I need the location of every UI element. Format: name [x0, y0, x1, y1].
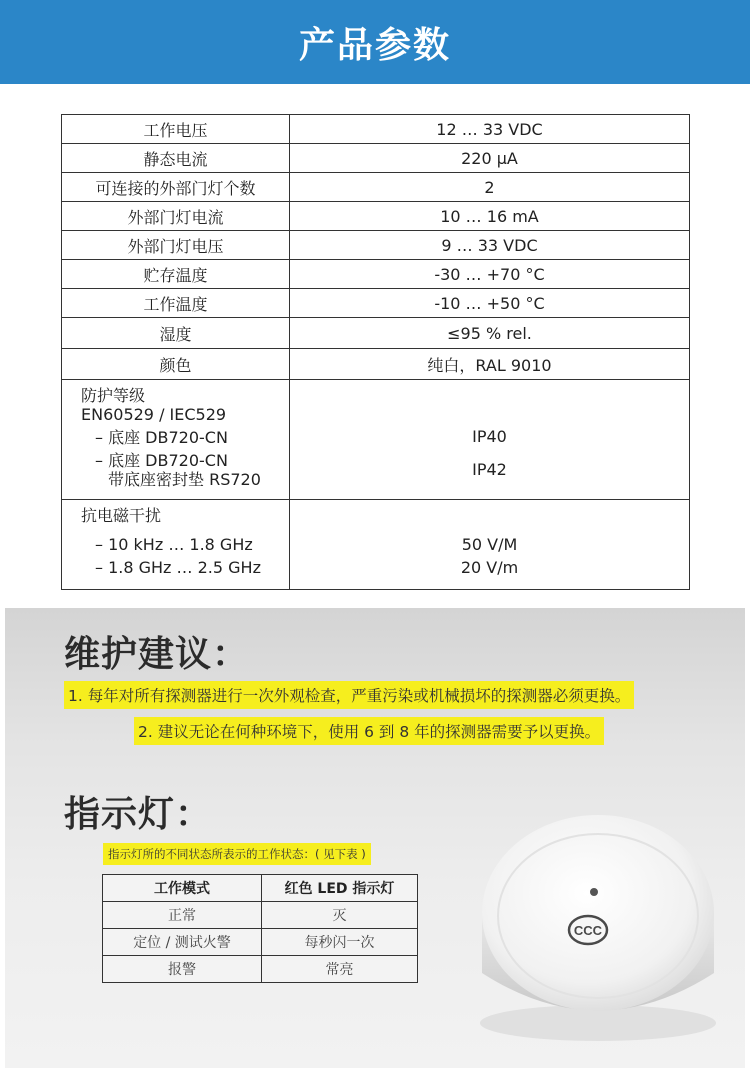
- spec-row: [62, 173, 690, 202]
- protection-standard: EN60529 / IEC529: [81, 405, 227, 424]
- table-row: [103, 929, 418, 956]
- spec-value: 9 … 33 VDC: [290, 231, 690, 260]
- page-title: 产品参数: [298, 24, 451, 66]
- spec-row: [62, 144, 690, 173]
- protection-key: [62, 380, 290, 500]
- spec-key: 贮存温度: [62, 260, 290, 289]
- led-state: 每秒闪一次: [262, 929, 418, 956]
- spec-value: 10 … 16 mA: [290, 202, 690, 231]
- table-row: [103, 956, 418, 983]
- spec-row: [62, 202, 690, 231]
- spec-row-emc: [62, 500, 690, 590]
- spec-key: 湿度: [62, 318, 290, 349]
- protection-base2: – 底座 DB720-CN: [95, 451, 228, 470]
- spec-key: 工作温度: [62, 289, 290, 318]
- ccc-mark-icon: [569, 916, 607, 944]
- spec-value: 2: [290, 173, 690, 202]
- spec-table: [61, 114, 690, 590]
- spec-value: -30 … +70 °C: [290, 260, 690, 289]
- indicator-title: 指示灯：: [64, 794, 213, 835]
- emc-title: 抗电磁干扰: [81, 506, 162, 525]
- emc-range2: – 1.8 GHz … 2.5 GHz: [95, 558, 261, 577]
- led-state: 常亮: [262, 956, 418, 983]
- header-banner: [0, 0, 750, 84]
- led-header-mode: 工作模式: [103, 875, 262, 902]
- spec-row: [62, 318, 690, 349]
- spec-row: [62, 289, 690, 318]
- spec-value: 12 … 33 VDC: [290, 115, 690, 144]
- led-mode: 报警: [103, 956, 262, 983]
- spec-row: [62, 349, 690, 380]
- emc-range1: – 10 kHz … 1.8 GHz: [95, 535, 253, 554]
- spec-value: 220 μA: [290, 144, 690, 173]
- spec-key: 工作电压: [62, 115, 290, 144]
- spec-value: 纯白，RAL 9010: [290, 349, 690, 380]
- protection-title: 防护等级: [81, 386, 146, 405]
- maintenance-title: 维护建议：: [64, 634, 250, 675]
- spec-key: 可连接的外部门灯个数: [62, 173, 290, 202]
- svg-text:CCC: CCC: [573, 923, 603, 938]
- table-row: [103, 902, 418, 929]
- maintenance-line-2: 2. 建议无论在何种环境下，使用 6 到 8 年的探测器需要予以更换。: [134, 717, 604, 745]
- led-header-led: 红色 LED 指示灯: [262, 875, 418, 902]
- protection-value1: IP40: [472, 427, 507, 446]
- indicator-caption: 指示灯所的不同状态所表示的工作状态：( 见下表 ): [103, 843, 371, 865]
- led-mode: 定位 / 测试火警: [103, 929, 262, 956]
- emc-value1: 50 V/M: [461, 534, 518, 554]
- spec-value: -10 … +50 °C: [290, 289, 690, 318]
- maintenance-line-1: 1. 每年对所有探测器进行一次外观检查，严重污染或机械损坏的探测器必须更换。: [64, 681, 634, 709]
- spec-key: 外部门灯电流: [62, 202, 290, 231]
- protection-base1: – 底座 DB720-CN: [95, 428, 228, 447]
- smoke-detector-photo-icon: [468, 798, 728, 1048]
- emc-key: [62, 500, 290, 590]
- protection-value: [290, 380, 690, 500]
- protection-value2: IP42: [472, 460, 507, 479]
- led-mode: 正常: [103, 902, 262, 929]
- spec-row: [62, 260, 690, 289]
- emc-value: [290, 500, 690, 590]
- spec-row: [62, 115, 690, 144]
- led-table-header: [103, 875, 418, 902]
- spec-row: [62, 231, 690, 260]
- spec-value: ≤95 % rel.: [290, 318, 690, 349]
- smoke-detector-image: [468, 798, 728, 1048]
- spec-key: 静态电流: [62, 144, 290, 173]
- spec-key: 颜色: [62, 349, 290, 380]
- led-table: [102, 874, 418, 983]
- led-state: 灭: [262, 902, 418, 929]
- protection-base2-note: 带底座密封垫 RS720: [108, 470, 261, 489]
- emc-value2: 20 V/m: [460, 557, 519, 577]
- spec-row-protection: [62, 380, 690, 500]
- spec-key: 外部门灯电压: [62, 231, 290, 260]
